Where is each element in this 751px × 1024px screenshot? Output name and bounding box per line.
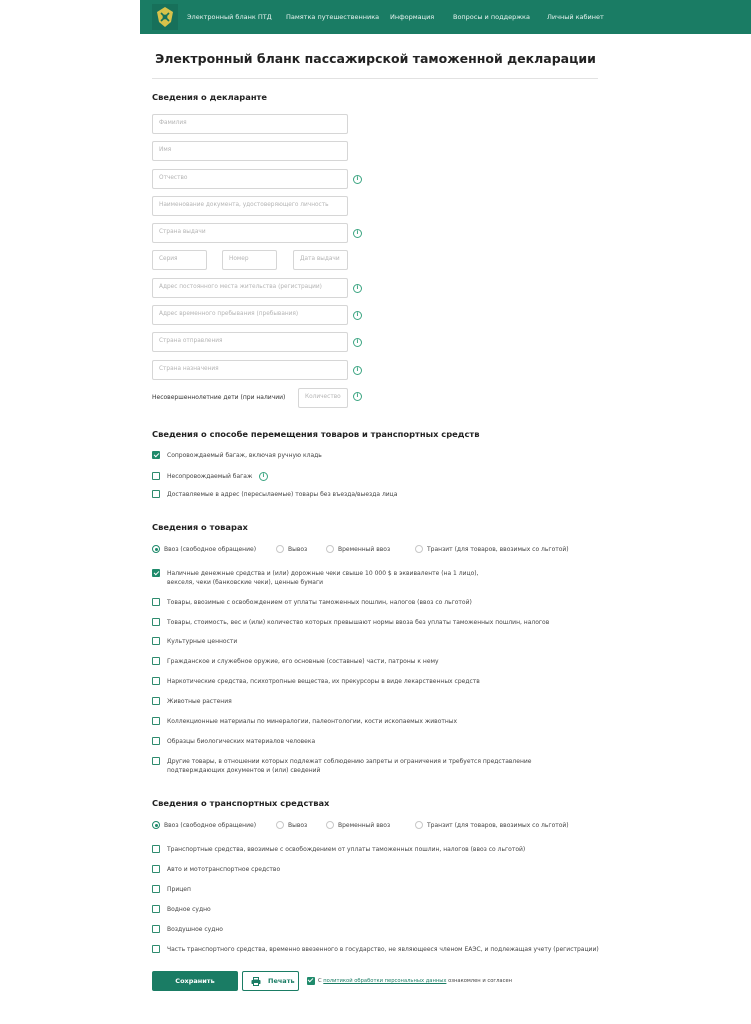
nav-item-info[interactable]: Информация [390, 13, 435, 21]
vehicles-regime-temporary-label: Временный ввоз [338, 822, 391, 829]
issue-date-placeholder: Дата выдачи [300, 256, 340, 262]
issuing-country-info-icon[interactable]: i [353, 229, 362, 238]
goods-regime-import-radio[interactable] [152, 545, 160, 553]
goods-item-other-label: Другие товары, в отношении которых подлежат соблюдению запреты и ограничения и требуется представление [167, 758, 532, 765]
save-button[interactable]: Сохранить [152, 971, 238, 991]
surname-placeholder: Фамилия [159, 120, 187, 126]
delivered-goods-label: Доставляемые в адрес (пересылаемые) товары без въезда/выезда лица [167, 491, 398, 498]
id-document-field[interactable] [152, 196, 348, 216]
name-field[interactable] [152, 141, 348, 161]
departure-country-field[interactable] [152, 332, 348, 352]
number-placeholder: Номер [229, 256, 249, 262]
vehicle-item-watercraft-label: Водное судно [167, 906, 211, 913]
vehicles-regime-transit-label: Транзит (для товаров, ввозимых со льготой) [427, 822, 569, 829]
goods-item-checkbox[interactable] [152, 657, 160, 665]
vehicle-item-checkbox[interactable] [152, 945, 160, 953]
goods-item-checkbox[interactable] [152, 569, 160, 577]
children-info-icon[interactable]: i [353, 392, 362, 401]
page-title: Электронный бланк пассажирской таможенной декларации [155, 51, 596, 66]
unaccompanied-baggage-label: Несопровождаемый багаж [167, 473, 253, 480]
vehicle-item-duty-free-label: Транспортные средства, ввозимые с освобождением от уплаты таможенных пошлин, налогов (ввоз со льготой) [167, 846, 526, 853]
goods-item-checkbox[interactable] [152, 677, 160, 685]
section-vehicles-title: Сведения о транспортных средствах [152, 798, 330, 808]
permanent-address-info-icon[interactable]: i [353, 284, 362, 293]
departure-country-info-icon[interactable]: i [353, 338, 362, 347]
goods-item-checkbox[interactable] [152, 637, 160, 645]
customs-emblem-logo[interactable] [152, 4, 178, 30]
goods-item-duty-free-label: Товары, ввозимые с освобождением от уплаты таможенных пошлин, налогов (ввоз со льготой) [167, 599, 472, 606]
print-button-label: Печать [268, 977, 295, 985]
accompanied-baggage-label: Сопровождаемый багаж, включая ручную кладь [167, 452, 322, 459]
privacy-policy-link[interactable]: политикой обработки персональных данных [323, 978, 447, 984]
vehicles-regime-transit-radio[interactable] [415, 821, 423, 829]
children-quantity-field[interactable] [298, 388, 348, 408]
goods-regime-export-label: Вывоз [288, 546, 308, 553]
accompanied-baggage-checkbox[interactable] [152, 451, 160, 459]
goods-item-cultural-label: Культурные ценности [167, 638, 238, 645]
number-field[interactable] [222, 250, 277, 270]
patronymic-info-icon[interactable]: i [353, 175, 362, 184]
goods-regime-import-label: Ввоз (свободное обращение) [164, 546, 257, 553]
goods-item-biological-label: Образцы биологических материалов человека [167, 738, 316, 745]
name-placeholder: Имя [159, 147, 172, 153]
vehicle-item-checkbox[interactable] [152, 845, 160, 853]
goods-item-checkbox[interactable] [152, 737, 160, 745]
vehicle-item-aircraft-label: Воздушное судно [167, 926, 223, 933]
nav-item-memo[interactable]: Памятка путешественника [286, 13, 380, 21]
goods-item-animals-plants-label: Животные растения [167, 698, 232, 705]
vehicle-item-checkbox[interactable] [152, 885, 160, 893]
title-divider [152, 78, 598, 79]
goods-regime-temporary-label: Временный ввоз [338, 546, 391, 553]
section-goods-title: Сведения о товарах [152, 522, 248, 532]
temporary-address-field[interactable] [152, 305, 348, 325]
section-transport-method-title: Сведения о способе перемещения товаров и транспортных средств [152, 429, 480, 439]
permanent-address-field[interactable] [152, 278, 348, 298]
temporary-address-info-icon[interactable]: i [353, 311, 362, 320]
vehicle-item-part-label: Часть транспортного средства, временно ввезенного в государство, не являющееся членом ЕАЭС, и подлежащая учету (регистрации) [167, 946, 599, 953]
goods-regime-transit-radio[interactable] [415, 545, 423, 553]
series-field[interactable] [152, 250, 207, 270]
vehicles-regime-export-label: Вывоз [288, 822, 308, 829]
nav-item-support[interactable]: Вопросы и поддержка [453, 13, 530, 21]
vehicles-regime-import-label: Ввоз (свободное обращение) [164, 822, 257, 829]
consent-text [318, 978, 512, 984]
goods-item-checkbox[interactable] [152, 757, 160, 765]
section-declarant-title: Сведения о декларанте [152, 92, 267, 102]
printer-icon [251, 977, 261, 986]
nav-item-account[interactable]: Личный кабинет [547, 13, 604, 21]
unaccompanied-baggage-info-icon[interactable]: i [259, 472, 268, 481]
goods-item-checkbox[interactable] [152, 697, 160, 705]
goods-item-other-label-line2: подтверждающих документов и (или) сведений [167, 767, 321, 774]
temporary-address-placeholder: Адрес временного пребывания (пребывания) [159, 311, 299, 317]
goods-regime-transit-label: Транзит (для товаров, ввозимых со льготой) [427, 546, 569, 553]
vehicle-item-checkbox[interactable] [152, 865, 160, 873]
destination-country-field[interactable] [152, 360, 348, 380]
consent-suffix: ознакомлен и согласен [446, 978, 513, 984]
vehicle-item-trailer-label: Прицеп [167, 886, 191, 893]
delivered-goods-checkbox[interactable] [152, 490, 160, 498]
nav-item-blank[interactable]: Электронный бланк ПТД [187, 13, 272, 21]
vehicle-item-checkbox[interactable] [152, 925, 160, 933]
series-placeholder: Серия [159, 256, 178, 262]
patronymic-placeholder: Отчество [159, 175, 188, 181]
departure-country-placeholder: Страна отправления [159, 338, 223, 344]
destination-country-placeholder: Страна назначения [159, 366, 219, 372]
patronymic-field[interactable] [152, 169, 348, 189]
goods-item-checkbox[interactable] [152, 618, 160, 626]
vehicles-regime-temporary-radio[interactable] [326, 821, 334, 829]
goods-item-narcotics-label: Наркотические средства, психотропные вещества, их прекурсоры в виде лекарственных средств [167, 678, 480, 685]
children-quantity-placeholder: Количество [305, 394, 341, 400]
vehicle-item-checkbox[interactable] [152, 905, 160, 913]
goods-regime-export-radio[interactable] [276, 545, 284, 553]
goods-regime-temporary-radio[interactable] [326, 545, 334, 553]
issuing-country-placeholder: Страна выдачи [159, 229, 206, 235]
goods-item-checkbox[interactable] [152, 717, 160, 725]
vehicle-item-auto-label: Авто и мототранспортное средство [167, 866, 281, 873]
permanent-address-placeholder: Адрес постоянного места жительства (регистрации) [159, 284, 322, 290]
consent-checkbox[interactable] [307, 977, 315, 985]
issuing-country-field[interactable] [152, 223, 348, 243]
goods-item-cash-label: Наличные денежные средства и (или) дорожные чеки свыше 10 000 $ в эквиваленте (на 1 лицо), [167, 570, 479, 577]
goods-item-weapons-label: Гражданское и служебное оружие, его основные (составные) части, патроны к нему [167, 658, 439, 665]
goods-item-excess-label: Товары, стоимость, вес и (или) количество которых превышают нормы ввоза без уплаты таможенных пошлин, налогов [167, 619, 550, 626]
vehicles-regime-import-radio[interactable] [152, 821, 160, 829]
goods-item-collection-label: Коллекционные материалы по минералогии, палеонтологии, кости ископаемых животных [167, 718, 458, 725]
unaccompanied-baggage-checkbox[interactable] [152, 472, 160, 480]
id-document-placeholder: Наименование документа, удостоверяющего личность [159, 202, 329, 208]
goods-item-checkbox[interactable] [152, 598, 160, 606]
goods-item-cash-label-line2: векселя, чеки (банковские чеки), ценные бумаги [167, 579, 324, 586]
consent-prefix: С [318, 978, 324, 984]
issue-date-field[interactable] [293, 250, 348, 270]
destination-country-info-icon[interactable]: i [353, 366, 362, 375]
surname-field[interactable] [152, 114, 348, 134]
minor-children-label: Несовершеннолетние дети (при наличии) [152, 394, 286, 401]
print-button[interactable] [242, 971, 299, 991]
vehicles-regime-export-radio[interactable] [276, 821, 284, 829]
